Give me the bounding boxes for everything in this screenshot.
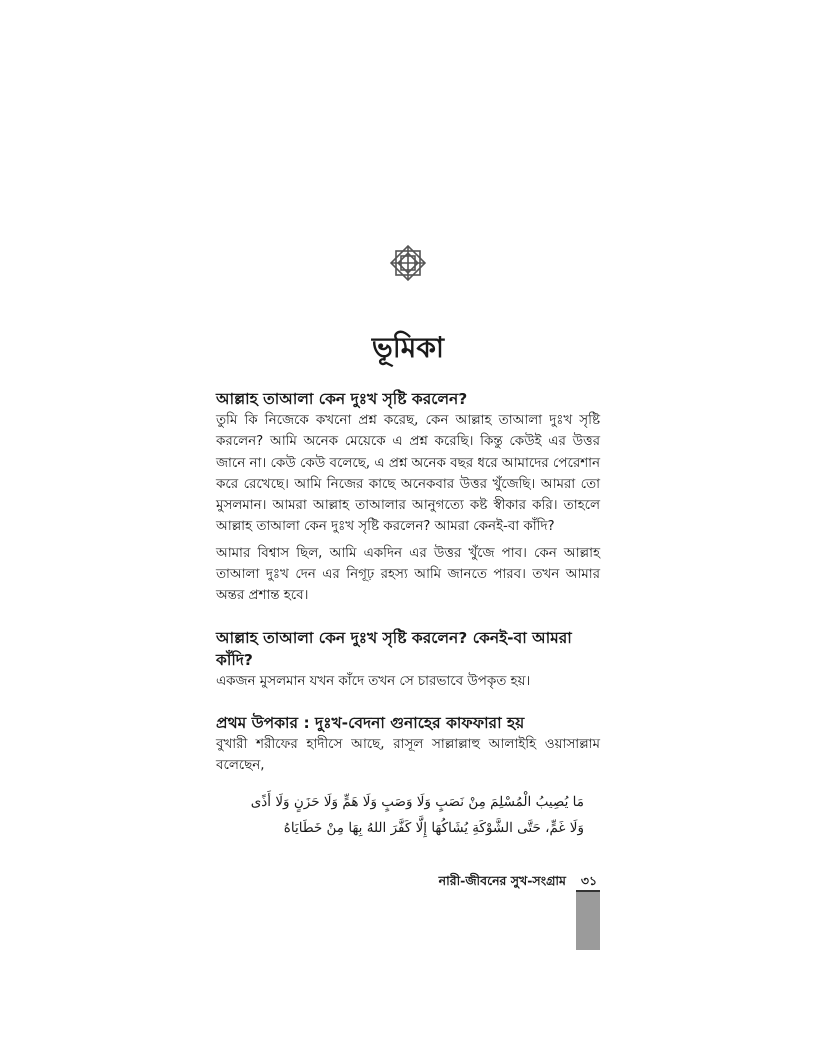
arabic-line: مَا يُصِيبُ الْمُسْلِمَ مِنْ نَصَبٍ وَلَا وَصَبٍ وَلَا هَمٍّ وَلَا حَزَنٍ وَلَا أَذًى [250, 793, 584, 810]
arabic-hadith-quote [216, 789, 600, 841]
section-heading-why-sorrow: আল্লাহ তাআলা কেন দুঃখ সৃষ্টি করলেন? [216, 390, 468, 408]
running-footer-title: নারী-জীবনের সুখ-সংগ্রাম [438, 873, 566, 888]
paragraph: বুখারী শরীফের হাদীসে আছে, রাসূল সাল্লাল্লাহু আলাইহি ওয়াসাল্লাম বলেছেন, [216, 736, 600, 774]
paragraph: তুমি কি নিজেকে কখনো প্রশ্ন করেছ, কেন আল্লাহ তাআলা দুঃখ সৃষ্টি করলেন? আমি অনেক মেয়েকে এ প্রশ্ন করেছি। কিন্তু কেউই এর উত্তর জানে না। কেউ কেউ বলেছে, এ প্রশ্ন অনেক বছর ধরে আমাদের পেরেশান করে রেখেছে। আমি নিজের কাছে অনেকবার উত্তর খুঁজেছি। আমরা তো মুসলমান। আমরা আল্লাহ তাআলার আনুগত্যে কষ্ট স্বীকার করি। তাহলে আল্লাহ তাআলা কেন দুঃখ সৃষ্টি করলেন? আমরা কেনই-বা কাঁদি? [216, 413, 600, 535]
paragraph: আমার বিশ্বাস ছিল, আমি একদিন এর উত্তর খুঁজে পাব। কেন আল্লাহ তাআলা দুঃখ দেন এর নিগূঢ় রহস্য আমি জানতে পারব। তখন আমার অন্তর প্রশান্ত হবে। [216, 545, 600, 604]
ornament-icon [385, 240, 431, 286]
section-heading-why-cry: আল্লাহ তাআলা কেন দুঃখ সৃষ্টি করলেন? কেনই-বা আমরা কাঁদি? [216, 628, 572, 669]
page-edge-tab [576, 892, 600, 950]
page-number: ৩১ [580, 873, 598, 888]
paragraph: একজন মুসলমান যখন কাঁদে তখন সে চারভাবে উপকৃত হয়। [216, 673, 531, 689]
main-content [216, 388, 600, 841]
arabic-line: وَلَا غَمٍّ، حَتَّى الشَّوْكَةِ يُشَاكُهَا إِلَّا كَفَّرَ اللهُ بِهَا مِنْ خَطَايَاهُ [283, 819, 584, 836]
section-heading-first-benefit: প্রথম উপকার : দুঃখ-বেদনা গুনাহের কাফফারা হয় [216, 713, 525, 732]
page-title: ভূমিকা [371, 331, 445, 364]
